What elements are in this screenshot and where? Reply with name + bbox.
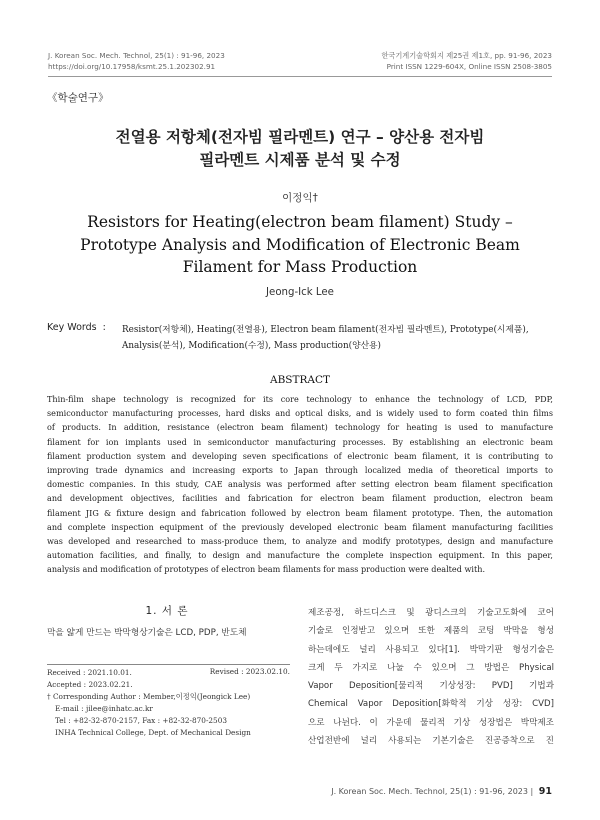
journal-header-left xyxy=(48,50,225,72)
body-line: 산업전반에 널리 사용되는 기본기술은 진공증착으로 진 xyxy=(308,736,554,747)
abstract-line: of products. In addition, resistance (electron beam filament) technology for heating is used to manufacture xyxy=(47,422,553,433)
issn-info: Print ISSN 1229-604X, Online ISSN 2508-3805 xyxy=(386,62,552,71)
author-phone: Tel : +82-32-870-2157, Fax : +82-32-870-2503 xyxy=(55,716,227,725)
author-institution: INHA Technical College, Dept. of Mechanical Design xyxy=(55,728,251,737)
article-category: 《학술연구》 xyxy=(47,92,109,104)
abstract-line: filament JIG & fixture design and fabrication followed by electron beam filament prototype. Then, the automation xyxy=(47,507,553,518)
keywords-text: Resistor(저항체), Heating(전열용), Electron beam filament(전자빔 필라멘트), Prototype(시제품), Analysis(분석), Modification(수정), Mass production(양산용) xyxy=(122,325,529,351)
abstract-line: filament for ion implants used in semiconductor manufacturing processes. By establishing an electronic beam xyxy=(47,436,553,447)
title-korean xyxy=(40,126,560,172)
abstract-line: Thin-film shape technology is recognized for its core technology to enhance the technology of LCD, PDP, xyxy=(47,394,553,404)
abstract-title: ABSTRACT xyxy=(269,374,331,386)
body-line: 제조공정, 하드디스크 및 광디스크의 기술고도화에 코어 xyxy=(308,608,554,618)
page-footer xyxy=(331,786,552,797)
journal-header-right xyxy=(381,50,552,72)
body-text-right xyxy=(308,604,554,750)
body-line: 하는데에도 널리 사용되고 있다[1]. 박막기판 형성기술은 xyxy=(308,644,554,655)
body-line: 기술로 인정받고 있으며 또한 제품의 코팅 박막을 형성 xyxy=(308,626,554,637)
abstract-line: and development objectives, facilities and fabrication for electron beam filament production, electron beam xyxy=(47,493,553,504)
accepted-date: Accepted : 2023.02.21. xyxy=(47,680,133,689)
footnote-rule xyxy=(47,664,290,665)
footer-separator: | xyxy=(530,787,534,796)
section-heading: 1. 서 론 xyxy=(145,605,189,617)
abstract-line: and complete inspection equipment of the previously developed electronic beam filament manufacturing facilities xyxy=(47,521,553,532)
journal-citation-ko: 한국기계기술학회지 제25권 제1호, pp. 91-96, 2023 xyxy=(381,51,552,60)
revised-date: Revised : 2023.02.10. xyxy=(209,667,290,676)
author-english: Jeong-Ick Lee xyxy=(266,287,334,298)
body-line: Chemical Vapor Deposition[화학적 기상 성장: CVD] xyxy=(308,699,554,710)
footer-citation: J. Korean Soc. Mech. Technol, 25(1) : 91-96, 2023 xyxy=(331,787,528,796)
title-english xyxy=(40,211,560,279)
body-line: 크게 두 가지로 나눌 수 있으며 그 방법은 Physical xyxy=(308,662,554,673)
title-english-line: Resistors for Heating(electron beam filament) Study – xyxy=(87,213,513,231)
abstract-last-line: analysis and modification of prototypes of electron beam filaments for mass production were dealted with. xyxy=(47,564,486,575)
abstract-line: improving trade dynamics and increasing exports to Japan through localized media of theoretical imports to xyxy=(47,465,553,476)
abstract-line: was developed and researched to mass-produce them, to analyze and modify prototypes, design and manufacture xyxy=(47,536,553,547)
received-date: Received : 2021.10.01. xyxy=(47,668,132,677)
doi-link[interactable]: https://doi.org/10.17958/ksmt.25.1.202302.91 xyxy=(48,62,216,71)
corresponding-author: † Corresponding Author : Member,이정익(Jeongick Lee) xyxy=(47,692,251,701)
title-korean-line: 전열용 저항체(전자빔 필라멘트) 연구 – 양산용 전자빔 xyxy=(115,128,485,146)
title-english-line: Prototype Analysis and Modification of Electronic Beam xyxy=(80,235,520,254)
abstract-body xyxy=(47,392,553,577)
title-english-line: Filament for Mass Production xyxy=(182,258,418,276)
keywords-label xyxy=(47,322,106,333)
abstract-line: domestic companies. In this study, CAE analysis was performed after setting electron beam filament specification xyxy=(47,479,553,490)
body-line: 으로 나뉜다. 이 가운데 물리적 기상 성장법은 박막제조 xyxy=(308,717,554,728)
header-rule xyxy=(48,76,552,77)
abstract-line: filament production system and developing seven specifications of electronic beam filament, it is contributing to xyxy=(47,450,553,461)
keywords-label-text: Key Words xyxy=(47,322,97,333)
journal-citation: J. Korean Soc. Mech. Technol, 25(1) : 91-96, 2023 xyxy=(48,51,225,60)
abstract-line: automation facilities, and finally, to design and manufacture the complete inspection equipment. In this paper, xyxy=(47,550,553,561)
keywords-separator: : xyxy=(102,322,106,333)
body-line: Vapor Deposition[물리적 기상성장: PVD] 기법과 xyxy=(308,681,554,692)
body-text-left: 막을 얇게 만드는 박막형상기술은 LCD, PDP, 반도체 xyxy=(47,628,247,638)
author-korean: 이정익† xyxy=(282,192,318,204)
author-email[interactable]: E-mail : jilee@inhatc.ac.kr xyxy=(55,704,153,713)
title-korean-line: 필라멘트 시제품 분석 및 수정 xyxy=(199,151,401,169)
page-number: 91 xyxy=(538,786,552,797)
abstract-line: semiconductor manufacturing processes, hard disks and optical disks, and is widely used to form coated thin films xyxy=(47,408,553,419)
